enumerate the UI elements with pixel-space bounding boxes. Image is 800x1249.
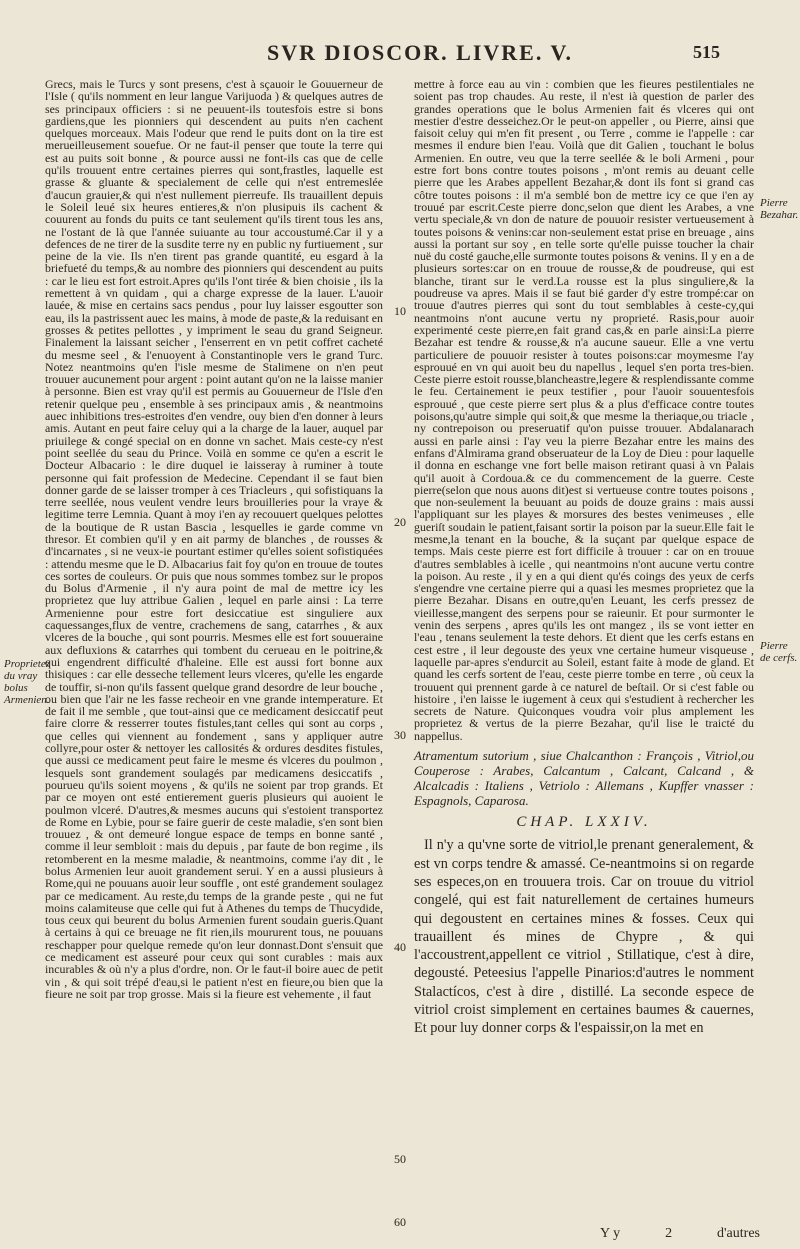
chapter-heading: CHAP. LXXIV. — [516, 814, 652, 831]
line-number: 10 — [394, 304, 406, 318]
running-title: SVR DIOSCOR. LIVRE. V. — [266, 40, 574, 65]
margin-note-bolus: Proprietez du vray bolus Armenien. — [4, 658, 51, 706]
page-number: 515 — [693, 42, 720, 62]
line-number: 60 — [394, 1215, 406, 1229]
signature-number: 2 — [665, 1226, 673, 1241]
left-column — [45, 78, 383, 1004]
line-number: 50 — [394, 1152, 406, 1166]
line-number: 40 — [394, 940, 406, 954]
line-number: 20 — [394, 515, 406, 529]
line-number: 30 — [394, 728, 406, 742]
margin-note-bezahar: Pierre Bezahar. — [760, 197, 799, 221]
footer-signature — [600, 1226, 760, 1242]
bezahar-paragraph: mettre à force eau au vin : combien que les fieures pestilentiales ne soient pas trop chaudes. Au reste, il n'est ià question de parler des grandes operations que le bolus Armenien fait és vlceres qui ont mestier d'estre desseichez.Or le peut-on appeller , ou Pierre, ainsi que faisoit celuy qui m'en fit present , ou Terre , comme ie l'appelle : car mesmes il endure bien l'eau. Voilà que dit Galien , touchant le bolus Armenien. En outre, veu que la terre seellée & le boli Armeni , pour estre fort bons contre toutes poisons , m'ont remis au deuant celle pierre que les Arabes appellent Bezahar,& dont ils font si grand cas côtre toutes poisons : il m'a semblé bon de mettre icy ce que i'en ay trouué par escrit.Ceste pierre donc,selon que dient les Arabes, a vne vertu speciale,& vn don de nature de pouuoir resister vertueusement à toutes poisons & venins:car non-seulement estat prise en breuage , ains aussi la portant sur soy , en telle sorte qu'elle puisse toucher la chair nuë du costé gauche,elle surmonte toutes poisons & venins. Il y en a de plusieurs sortes:car on en trouue de rousse,& de poudreuse, qui est blanche, tirant sur le verd.La rousse est la plus singuliere,& la poudreuse va apres. Mais il se faut bié garder d'y estre trompé:car on trouue d'autres pierres qui sont du tout semblables à ceste-cy,qui neantmoins n'ont aucune vertu ny proprieté. Rasis,pour auoir experimenté ceste pierre,en fait grand cas,& en parle ainsi:La pierre Bezahar est tendre & rousse,& n'a aucune saueur. Elle a vne vertu particuliere de pouuoir resister à toutes poisons:car moymesme l'ay esprouué en vn qui auoit beu du napellus , lequel s'en porta tres-bien. Ceste pierre estoit rousse,blancheastre,legere & resplendissante comme le feu. Certainement ie peux testifier , pour l'auoir souuentesfois esprouué , que ceste pierre sert plus & a plus d'efficace contre toutes poisons,qu'autre simple qui soit,& que mesme la theriaque,ou triacle , ny contrepoison ou preseruatif qu'on puisse trouuer. Abdalanarach aussi en parle ainsi : I'ay veu la pierre Bezahar entre les mains des enfans d'Almirama grand obseruateur de la Loy de Dieu : pour laquelle il donna en eschange vne fort belle maison retirant quasi à vn Palais qu'il auoit à Cordoua.& ce du commencement de la guerre. Ceste pierre(selon que nous auons dit)est si vertueuse contre toutes poisons , que non-seulement la beuuant au poids de douze grains : mais aussi l'appliquant sur les playes & morsures des bestes venimeuses , elle gueriſt soudain le patient,faisant sortir la poison par la sueur.Elle fait le mesme,la tenant en la bouche, & la suçant par quelque espace de temps. Mais ceste pierre est fort difficile à trouuer : car on en trouue d'autres semblables à icelle , qui neantmoins n'ont aucune vertu contre la poison. Au reste , il y en a qui dient qu'és coings des yeux de cerfs s'engendre vne certaine pierre qui a quasi les mesmes proprietez que la pierre Bezahar. Disans en outre,qu'en Leuant, les cerfs pressez de vieillesse,mangent des serpens pour se raieunir. Et pour surmonter le venin des serpens , apres qu'ils les ont mangez , ils se vont ietter en l'eau , tenans seulement la teste dehors. Et dient que les cerfs estans en cest estre , il leur degouste des yeux vne certaine humeur visqueuse , laquelle par-apres s'endurcit au Soleil, estant faite à mode de gland. Et quand les cerfs sortent de l'eau, ceste pierre tombe en terre , où ceux la trouuent qui prennent garde à ce naturel de beſtail. Or si c'est fable ou histoire , i'en laisse le iugement à ceux qui s'estudient à rechercher les secrets de Nature. Quiconques voudra voir plus amplement les proprietez & vertus de la pierre Bezahar, qu'il lise le traicté du nappellus. — [414, 77, 754, 743]
margin-note-cerfs: Pierre de cerfs. — [760, 640, 798, 664]
catchword: d'autres — [717, 1226, 760, 1241]
left-column-text: Grecs, mais le Turcs y sont presens, c'est à sçauoir le Gouuerneur de l'Isle ( qu'ils nomment en leur langue Varijuoda ) & quelques autres de ses principaux officiers : si ne peuuent-ils toutesfois estre si bons gardiens,que les pionniers qui descendent au puits n'en cachent quelques morceaux. Mais l'odeur que rend le puits dont on la tire est merueilleusement souefue. Or ne faut-il penser que toute la terre qui est au puits soit bonne , & pource aussi ne font-ils cas que de celle qu'ils trouuent entre certaines pierres qui sont,frastles, laquelle est grasse & gluante & specialement de celle qui n'est entremeslée d'aucun grauier,& qui n'est nullement pierreufe. Ils trauaillent depuis le Soleil leué six heures entieres,& n'on plusipuis ils cachent & couurent au fonds du puits ce tant seulement qu'ils tirent tous les ans, ne l'ostant de là que l'année suiuante au tour accoustumé.Car il y a defences de ne tirer de la susdite terre ny en public ny furtiuement , sur peine de la vie. Ils n'en tirent pas grande quantité, eu esgard à la briefueté du temps,& au nombre des pionniers qui descendent au puits : car le lieu est fort estroit.Apres qu'ils l'ont tirée & bien choisie , ils la remettent à vn quidam , qui a charge expresse de la lauer. L'auoir lauée, & mise en certains sacs pendus , pour luy laisser esgoutter son eau, ils la pastrissent auec les mains, à mode de paste,& la reduisant en grosses & petites pellottes , y impriment le seau du grand Seigneur. Finalement la laissant seicher , l'enserrent en vn petit coffret cacheté du mesme seel , & l'enuoyent à Constantinople vers le grand Turc. Notez neantmoins qu'en l'isle mesme de Stalimene on n'en peut trouuer aucunement pour argent : point autant qu'on ne la laisse manier à personne. Bien est vray qu'il est permis au Gouuerneur de l'Isle d'en retenir quelque peu , ensemble à ses principaux amis , & neantmoins auec inhibitions tres-estroites d'en vendre, ouy bien d'en donner à leurs amis. Autant en peut faire celuy qui a la charge de la lauer, auquel par priuilege & congé special on en donne vn sachet. Mais ceste-cy n'est point seellée du seau du Prince. Voilà en somme ce qu'en a escrit le Docteur Albacario : le dire duquel ie laisseray à ruminer à toute personne qui fait profession de Medecine. Cependant il se faut bien donner garde de se laisser tromper à ces Triacleurs , qui sofistiquans la terre seellée, nous veulent vendre leurs brouilleries pour la vraye & legitime terre Lemnia. Quant à moy i'en ay recouuert quelques pelottes de la boutique de R ustan Bascia , lesquelles ie garde comme vn thresor. Et combien qu'il y en ait parmy de blanches , de rousses & d'incarnates , si ne veux-ie pourtant estimer qu'elles soient sofistiquées : attendu mesme que le D. Albacarius fait foy qu'on en trouue de toutes ces sortes de couleurs. Or puis que nous sommes tombez sur le propos du Bolus d'Armenie , il n'y aura point de mal de mettre icy les proprietez que luy attribue Galien , lequel en parle ainsi : La terre Armenienne pour estre fort desiccatiue est singuliere aux caquessanges,flux de ventre, crachemens de sang, catarrhes , & aux vlceres de la bouche , qui sont pourris. Mesmes elle est fort souueraine aux defluxions & catarrhes qui tombent du cerueau en le poitrine,& qui engendrent difficulté d'haleine. Elle est aussi fort bonne aux thisiques : car elle desseche tellement leurs vlceres, qu'elle les engarde de touffir, si-non qu'ils fassent quelque grand desordre de leur bouche , ou bien que l'air ne les fasse recheoir en vne grande intemperature. Et de fait il me semble , que tout-ainsi que ce medicament desiccatif peut faire clorre & resserrer toutes fistules,tant celles qui sont au corps , que celles qui viennent au fondement , sans y appliquer autre collyre,pour oster & nettoyer les callosités & ordures desdites fistules, que aussi ce medicament peut faire le mesme és vlceres du poulmon , lesquels sont grandement soulagés par medicamens desiccatifs , pourueu qu'ils soient moyens , & qu'ils ne soient par trop grands. Et par ce moyen ont esté entierement gueris plusieurs qui auoient le poulmon vlceré. D'autres,& mesmes aucuns qui s'estoient transportez de Rome en Lybie, pour se faire guerir de ceste maladie, s'en sont bien trouuez , & ont demeuré longue espace de temps en bonne santé , comme il leur sembloit : mais du depuis , par faute de bon regime , ils retomberent en la mesme maladie, & neantmoins, comme i'ay dit , le bolus Armenien leur auoit grandement serui. Y en a aussi plusieurs à Rome,qui ne pouuans auoir leur souffle , ont esté grandement soulagez par ce medicament. Au reste,du temps de la grande peste , qui ne fut moins calamiteuse que celle qui fut à Athenes du temps de Thucydide, tous ceux qui beurent du bolus Armenien furent soudain gueris.Quant à certains à qui ce breuage ne fit rien,ils moururent tous, ne pouuans reschapper pour quelque remede qu'on leur donnast.Dont s'ensuit que ce medicament est asseuré pour ceux qui sont curables : mais aux incurables & où n'y a plus d'ordre, non. Or le faut-il boire auec de petit vin , & qui soit trépé d'eau,si le patient n'est en fieure,ou bien que la fieure ne soit par trop grosse. Mais si la fieure est vehemente , il faut — [45, 77, 383, 1001]
signature-mark: Y y — [600, 1226, 621, 1241]
atramentum-synonyms: Atramentum sutorium , siue Chalcanthon : François , Vitriol,ou Couperose : Arabes, Calcantum , Calcant, Calcand , & Alcalcadis : Italiens , Vetriolo : Allemans , Kupffer vnasser : Espagnols, Caparosa. — [414, 748, 754, 809]
vitriol-paragraph: Il n'y a qu'vne sorte de vitriol,le prenant generalement, & est vn corps tendre & amassé. Ce-neantmoins si on regarde ses especes,on en trouuera trois. Car on trouue du vitriol congelé, qui est fait naturellement de certaines humeurs qui degoustent en certaines mines & fosses. Ceux qui trauaillent és mines de Chypre , & qui l'accoustrent,appellent ce vitriol , Stillatique, c'est à dire, degousté. Peteesius l'appelle Pinarios:d'autres le nomment Stalactícos, c'est à dire , distillé. La seconde espece de vitriol croist simplement en certaines baumes & cauernes, Et pour luy donner corps & l'espaissir,on la met en — [414, 837, 754, 1037]
running-header — [140, 40, 720, 74]
right-column — [414, 78, 754, 1042]
